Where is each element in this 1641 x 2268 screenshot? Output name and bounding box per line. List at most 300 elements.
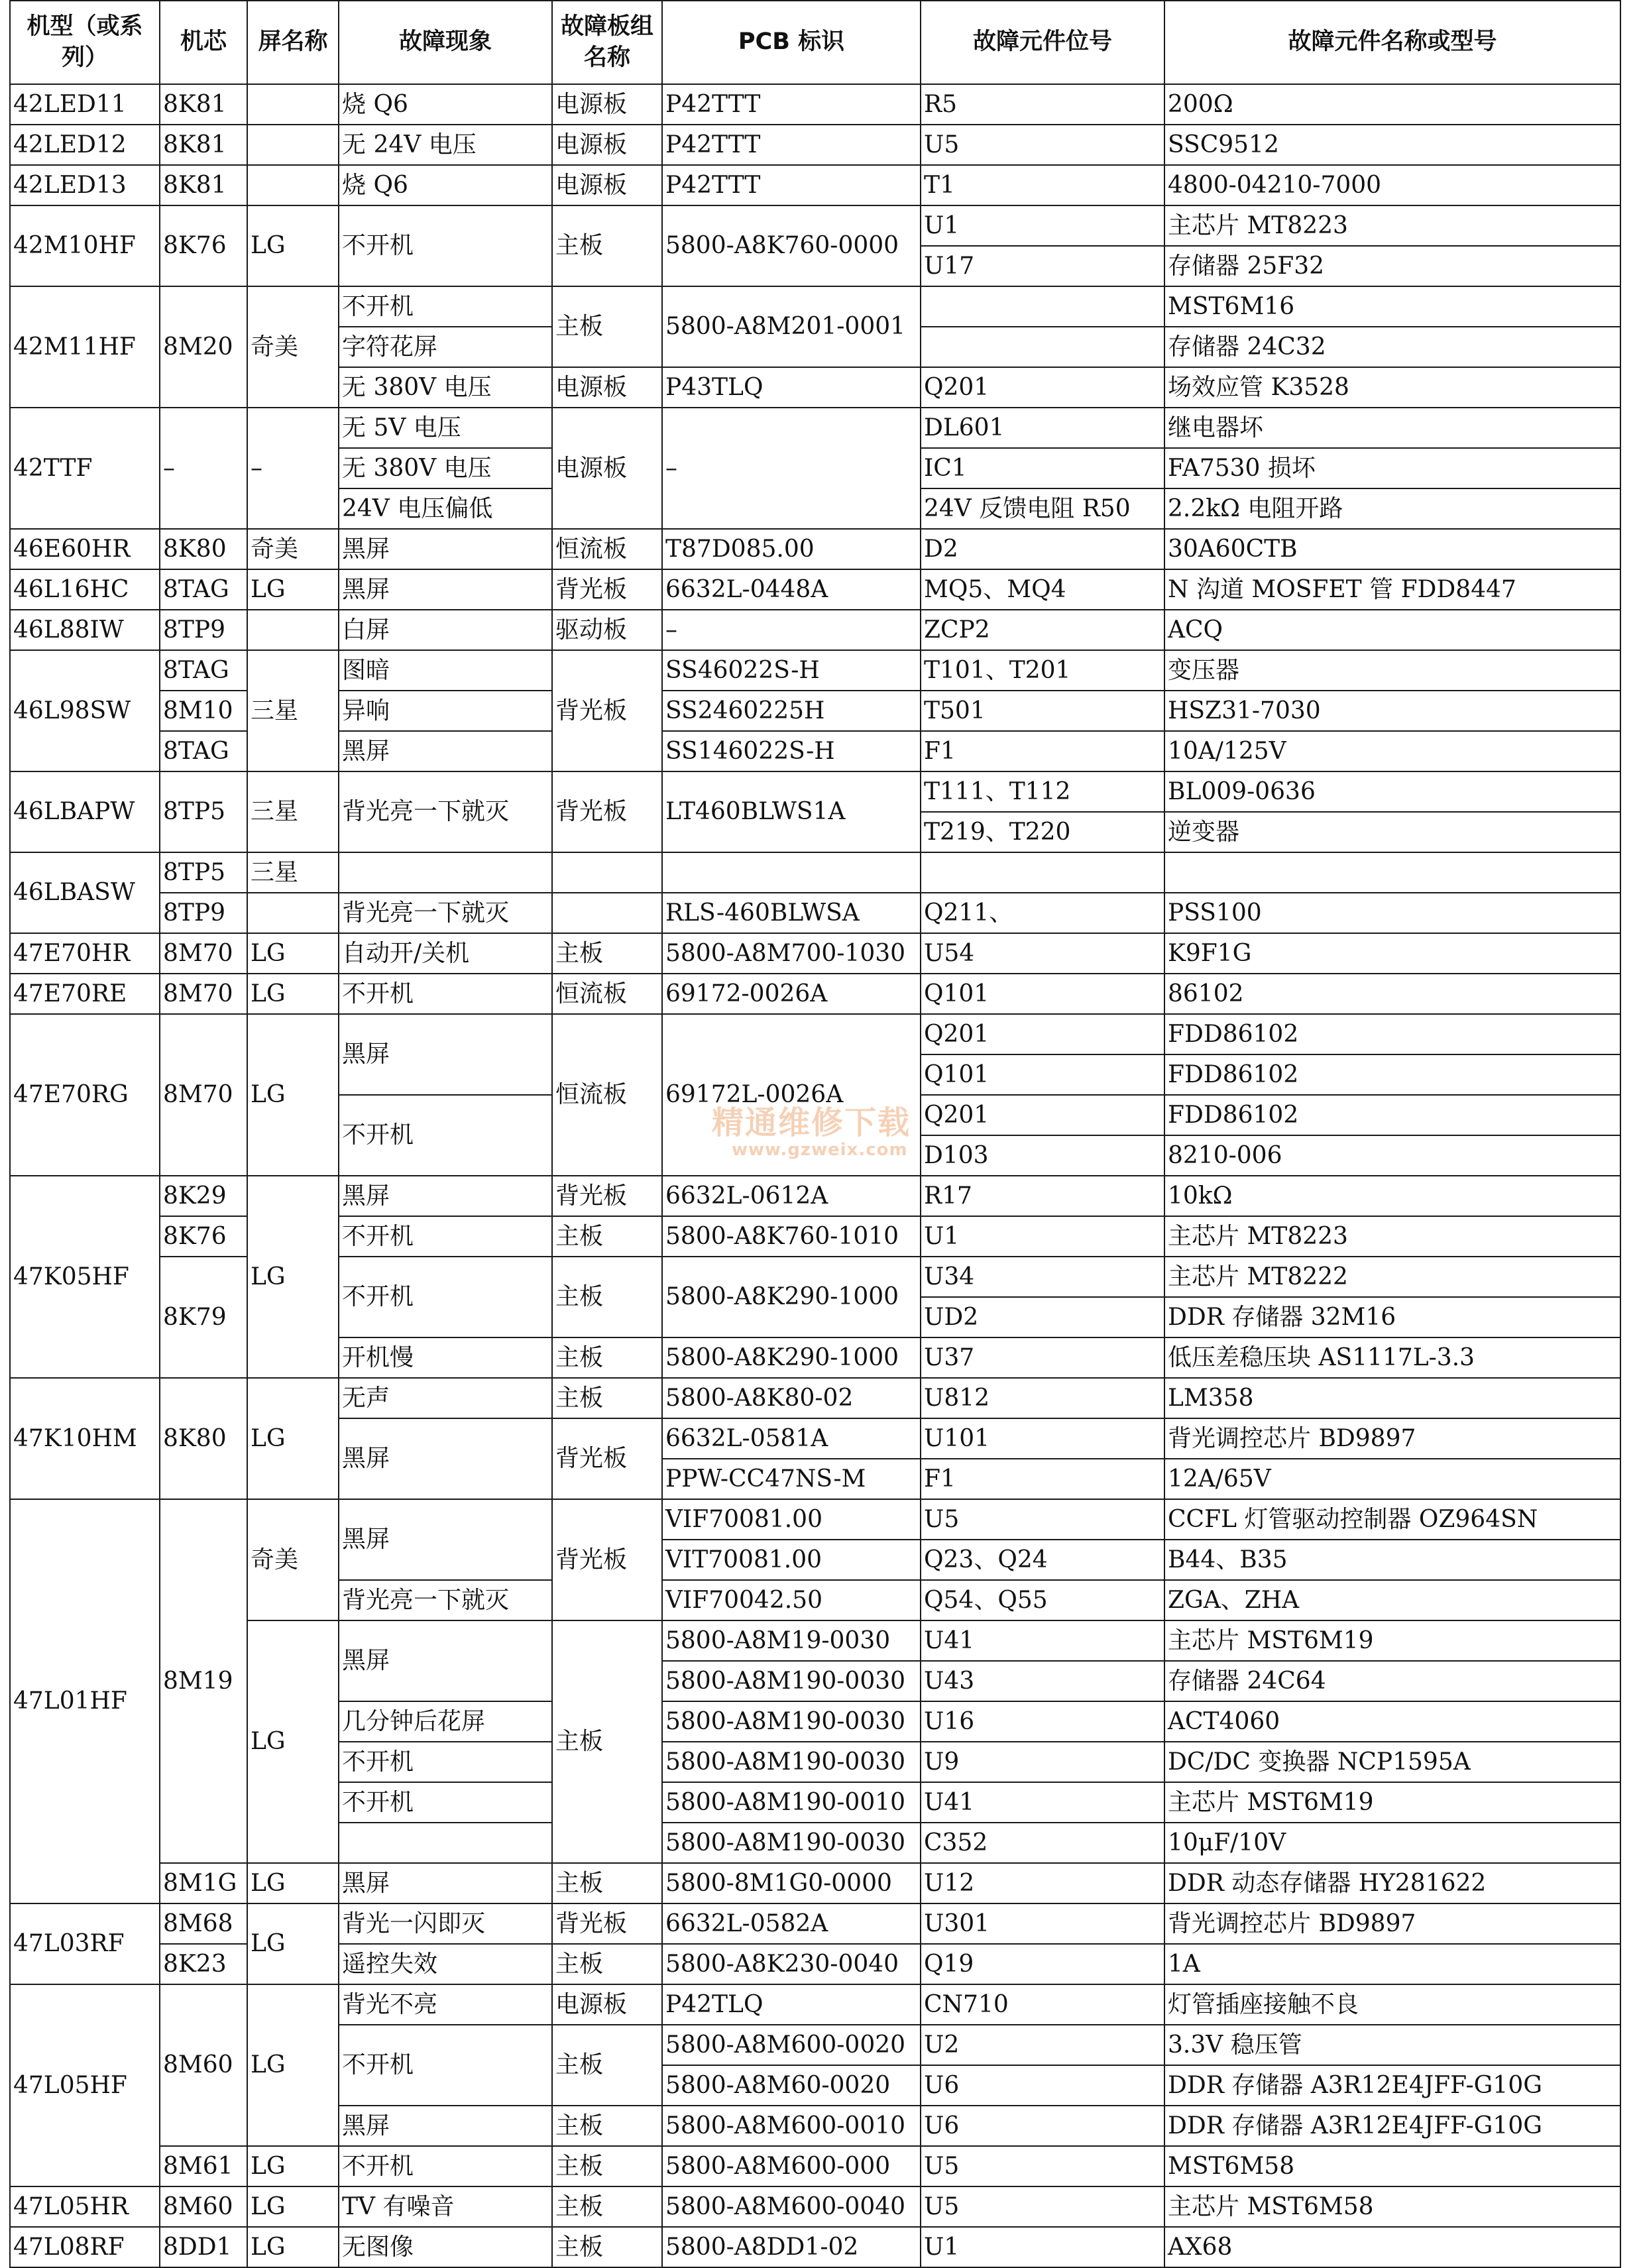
table-cell: P42TLQ xyxy=(662,1984,921,2025)
table-header xyxy=(10,1,1620,84)
table-cell: 8TAG xyxy=(160,569,247,610)
table-cell: ZCP2 xyxy=(921,610,1164,650)
table-cell: 8DD1 xyxy=(160,2227,247,2267)
table-cell: N 沟道 MOSFET 管 FDD8447 xyxy=(1164,569,1620,610)
table-cell: 5800-A8M700-1030 xyxy=(662,933,921,974)
table-row xyxy=(10,569,1620,610)
table-cell: 黑屏 xyxy=(339,2106,552,2146)
table-cell: 无 24V 电压 xyxy=(339,125,552,165)
table-cell: U5 xyxy=(921,2186,1164,2227)
table-cell: LG xyxy=(247,1903,339,1984)
table-cell: 8K76 xyxy=(160,205,247,286)
table-cell: Q201 xyxy=(921,1095,1164,1135)
table-cell: 3.3V 稳压管 xyxy=(1164,2025,1620,2065)
table-cell: T87D085.00 xyxy=(662,529,921,569)
table-cell: Q54、Q55 xyxy=(921,1580,1164,1620)
table-cell: Q101 xyxy=(921,1054,1164,1095)
table-cell: 变压器 xyxy=(1164,650,1620,691)
table-cell: FA7530 损坏 xyxy=(1164,448,1620,488)
table-cell: 奇美 xyxy=(247,286,339,408)
table-row xyxy=(10,529,1620,569)
table-cell: FDD86102 xyxy=(1164,1014,1620,1054)
table-cell: 不开机 xyxy=(339,205,552,286)
table-cell: 自动开/关机 xyxy=(339,933,552,974)
watermark-text: 精通维修下载 xyxy=(712,1104,911,1141)
header-component: 故障元件名称或型号 xyxy=(1164,1,1620,84)
table-cell: Q211、 xyxy=(921,893,1164,933)
table-cell: VIT70081.00 xyxy=(662,1540,921,1580)
table-cell: SS2460225H xyxy=(662,691,921,731)
table-cell: 5800-A8K290-1000 xyxy=(662,1257,921,1337)
table-cell: 8K81 xyxy=(160,125,247,165)
table-row xyxy=(10,165,1620,205)
table-cell: 场效应管 K3528 xyxy=(1164,367,1620,408)
table-cell: 主板 xyxy=(552,2025,662,2106)
header-pcb: PCB 标识 xyxy=(662,1,921,84)
table-cell: 10μF/10V xyxy=(1164,1823,1620,1863)
table-cell: 几分钟后花屏 xyxy=(339,1701,552,1742)
table-cell: U5 xyxy=(921,2146,1164,2186)
table-cell: U41 xyxy=(921,1782,1164,1823)
table-cell: 主板 xyxy=(552,2227,662,2267)
table-row xyxy=(10,2146,1620,2186)
table-cell: LG xyxy=(247,2146,339,2186)
table-cell: 5800-A8M600-0040 xyxy=(662,2186,921,2227)
table-cell: 主芯片 MT8222 xyxy=(1164,1257,1620,1297)
table-cell: 8M61 xyxy=(160,2146,247,2186)
table-cell: 5800-A8K760-1010 xyxy=(662,1216,921,1257)
table-cell: U101 xyxy=(921,1418,1164,1459)
table-cell: 奇美 xyxy=(247,529,339,569)
table-cell: 42LED11 xyxy=(10,84,160,125)
table-cell: 不开机 xyxy=(339,2025,552,2106)
table-cell: 主板 xyxy=(552,2186,662,2227)
table-cell: SSC9512 xyxy=(1164,125,1620,165)
table-cell: 5800-A8M190-0010 xyxy=(662,1782,921,1823)
table-cell: P42TTT xyxy=(662,165,921,205)
table-cell: 6632L-0582A xyxy=(662,1903,921,1944)
table-cell: 8K79 xyxy=(160,1257,247,1378)
table-cell: 主板 xyxy=(552,2106,662,2146)
table-cell: 10kΩ xyxy=(1164,1176,1620,1216)
table-cell: 黑屏 xyxy=(339,731,552,771)
table-cell: Q201 xyxy=(921,1014,1164,1054)
table-cell: 8K76 xyxy=(160,1216,247,1257)
table-cell: 背光板 xyxy=(552,1176,662,1216)
table-cell: 47E70RE xyxy=(10,974,160,1014)
table-cell: 8M60 xyxy=(160,2186,247,2227)
table-cell: 背光亮一下就灭 xyxy=(339,893,552,933)
table-cell: 不开机 xyxy=(339,1257,552,1337)
table-cell: 8M60 xyxy=(160,1984,247,2146)
table-cell: 黑屏 xyxy=(339,1620,552,1701)
table-cell: U34 xyxy=(921,1257,1164,1297)
table-cell: 无 380V 电压 xyxy=(339,448,552,488)
table-cell: 逆变器 xyxy=(1164,812,1620,852)
table-cell: U812 xyxy=(921,1378,1164,1418)
table-cell: T101、T201 xyxy=(921,650,1164,691)
table-cell: CN710 xyxy=(921,1984,1164,2025)
table-cell: LG xyxy=(247,1176,339,1378)
table-row xyxy=(10,408,1620,448)
table-cell: 8M20 xyxy=(160,286,247,408)
header-chassis: 机芯 xyxy=(160,1,247,84)
table-cell: 42M10HF xyxy=(10,205,160,286)
table-cell: 5800-A8M60-0020 xyxy=(662,2065,921,2106)
table-cell: 主板 xyxy=(552,2146,662,2186)
table-cell: DDR 存储器 A3R12E4JFF-G10G xyxy=(1164,2106,1620,2146)
table-cell: 47L05HF xyxy=(10,1984,160,2186)
table-cell: D2 xyxy=(921,529,1164,569)
table-cell: T1 xyxy=(921,165,1164,205)
table-cell: 8K80 xyxy=(160,1378,247,1499)
table-cell: 无 5V 电压 xyxy=(339,408,552,448)
table-cell: 主板 xyxy=(552,1944,662,1984)
table-cell: 24V 电压偏低 xyxy=(339,488,552,529)
table-cell: 8K23 xyxy=(160,1944,247,1984)
table-cell: P43TLQ xyxy=(662,367,921,408)
table-cell: VIF70042.50 xyxy=(662,1580,921,1620)
table-cell: IC1 xyxy=(921,448,1164,488)
table-cell xyxy=(339,1823,552,1863)
table-cell: 背光调控芯片 BD9897 xyxy=(1164,1418,1620,1459)
table-cell: 黑屏 xyxy=(339,529,552,569)
table-cell: – xyxy=(662,610,921,650)
table-cell: 存储器 25F32 xyxy=(1164,246,1620,286)
table-cell xyxy=(921,327,1164,367)
table-cell: 电源板 xyxy=(552,408,662,529)
table-cell: 47L01HF xyxy=(10,1499,160,1903)
table-cell: SS146022S-H xyxy=(662,731,921,771)
table-cell: 8M70 xyxy=(160,1014,247,1176)
table-cell: 5800-A8M190-0030 xyxy=(662,1823,921,1863)
table-cell: U16 xyxy=(921,1701,1164,1742)
header-symptom: 故障现象 xyxy=(339,1,552,84)
table-cell: 背光板 xyxy=(552,1418,662,1499)
table-row xyxy=(10,771,1620,812)
table-cell xyxy=(662,852,921,893)
table-cell: 烧 Q6 xyxy=(339,165,552,205)
table-row xyxy=(10,84,1620,125)
table-cell: LG xyxy=(247,1014,339,1176)
table-cell: DDR 存储器 32M16 xyxy=(1164,1297,1620,1337)
table-row xyxy=(10,893,1620,933)
table-cell: 黑屏 xyxy=(339,1418,552,1499)
table-cell: 8K81 xyxy=(160,165,247,205)
table-row xyxy=(10,286,1620,327)
table-cell: 遥控失效 xyxy=(339,1944,552,1984)
table-cell: 主芯片 MT8223 xyxy=(1164,1216,1620,1257)
table-cell: U12 xyxy=(921,1863,1164,1903)
table-cell: 三星 xyxy=(247,852,339,893)
table-cell: 背光板 xyxy=(552,650,662,771)
table-row xyxy=(10,2186,1620,2227)
table-cell: 不开机 xyxy=(339,2146,552,2186)
table-cell: 主板 xyxy=(552,1337,662,1378)
table-cell: P42TTT xyxy=(662,125,921,165)
table-cell xyxy=(247,893,339,933)
table-cell: U301 xyxy=(921,1903,1164,1944)
table-cell: U41 xyxy=(921,1620,1164,1661)
table-cell: 主芯片 MST6M58 xyxy=(1164,2186,1620,2227)
table-cell: 黑屏 xyxy=(339,569,552,610)
table-cell: ACT4060 xyxy=(1164,1701,1620,1742)
table-cell: 黑屏 xyxy=(339,1499,552,1580)
table-cell: 69172-0026A xyxy=(662,974,921,1014)
table-cell: 8K29 xyxy=(160,1176,247,1216)
table-cell: U54 xyxy=(921,933,1164,974)
table-cell: 5800-A8M190-0030 xyxy=(662,1661,921,1701)
table-row xyxy=(10,1903,1620,1944)
table-cell: LG xyxy=(247,974,339,1014)
table-cell: – xyxy=(247,408,339,529)
table-cell: 主芯片 MT8223 xyxy=(1164,205,1620,246)
table-cell: 2.2kΩ 电阻开路 xyxy=(1164,488,1620,529)
table-cell: UD2 xyxy=(921,1297,1164,1337)
table-cell: 5800-A8M190-0030 xyxy=(662,1742,921,1782)
table-cell: 46LBASW xyxy=(10,852,160,933)
table-cell: Q19 xyxy=(921,1944,1164,1984)
table-cell: 5800-A8K80-02 xyxy=(662,1378,921,1418)
table-cell xyxy=(921,852,1164,893)
table-cell: 低压差稳压块 AS1117L-3.3 xyxy=(1164,1337,1620,1378)
table-cell: F1 xyxy=(921,731,1164,771)
table-row xyxy=(10,205,1620,246)
table-cell: 8M70 xyxy=(160,933,247,974)
table-row xyxy=(10,933,1620,974)
table-cell: 背光亮一下就灭 xyxy=(339,1580,552,1620)
table-cell: BL009-0636 xyxy=(1164,771,1620,812)
table-cell: – xyxy=(160,408,247,529)
table-cell xyxy=(247,165,339,205)
table-cell: 背光一闪即灭 xyxy=(339,1903,552,1944)
table-cell: 电源板 xyxy=(552,125,662,165)
table-cell: 主板 xyxy=(552,1216,662,1257)
table-cell: T219、T220 xyxy=(921,812,1164,852)
table-cell: 三星 xyxy=(247,771,339,852)
table-cell: 电源板 xyxy=(552,84,662,125)
table-cell: 无图像 xyxy=(339,2227,552,2267)
table-cell: 烧 Q6 xyxy=(339,84,552,125)
table-cell: CCFL 灯管驱动控制器 OZ964SN xyxy=(1164,1499,1620,1540)
table-cell: 8TP9 xyxy=(160,610,247,650)
table-cell: U43 xyxy=(921,1661,1164,1701)
table-cell: 46L16HC xyxy=(10,569,160,610)
table-cell: ZGA、ZHA xyxy=(1164,1580,1620,1620)
table-cell: 42LED13 xyxy=(10,165,160,205)
table-cell: R5 xyxy=(921,84,1164,125)
table-cell xyxy=(339,852,552,893)
table-cell: 背光板 xyxy=(552,569,662,610)
table-cell: 5800-A8M201-0001 xyxy=(662,286,921,367)
table-row xyxy=(10,852,1620,893)
table-cell: 69172L-0026A xyxy=(662,1014,921,1176)
table-cell: P42TTT xyxy=(662,84,921,125)
table-cell: 存储器 24C64 xyxy=(1164,1661,1620,1701)
table-cell: 主板 xyxy=(552,286,662,367)
table-cell: 6632L-0581A xyxy=(662,1418,921,1459)
table-cell: LG xyxy=(247,2186,339,2227)
table-cell xyxy=(552,893,662,933)
table-cell: 42M11HF xyxy=(10,286,160,408)
table-cell: LG xyxy=(247,1984,339,2146)
table-cell: U1 xyxy=(921,1216,1164,1257)
table-row xyxy=(10,125,1620,165)
table-row xyxy=(10,1984,1620,2025)
table-cell: 46LBAPW xyxy=(10,771,160,852)
table-cell: 灯管插座接触不良 xyxy=(1164,1984,1620,2025)
table-cell: LG xyxy=(247,2227,339,2267)
table-cell: PPW-CC47NS-M xyxy=(662,1459,921,1499)
table-cell xyxy=(247,610,339,650)
table-cell: AX68 xyxy=(1164,2227,1620,2267)
table-cell: Q201 xyxy=(921,367,1164,408)
table-cell: 12A/65V xyxy=(1164,1459,1620,1499)
table-cell: T501 xyxy=(921,691,1164,731)
table-cell: RLS-460BLWSA xyxy=(662,893,921,933)
table-cell: 背光板 xyxy=(552,771,662,852)
table-cell: 黑屏 xyxy=(339,1863,552,1903)
table-cell: 86102 xyxy=(1164,974,1620,1014)
table-cell: 主板 xyxy=(552,1620,662,1863)
table-cell xyxy=(552,852,662,893)
watermark-url: www.gzweix.com xyxy=(732,1140,908,1160)
table-cell: PSS100 xyxy=(1164,893,1620,933)
table-cell: DDR 动态存储器 HY281622 xyxy=(1164,1863,1620,1903)
table-cell: 不开机 xyxy=(339,974,552,1014)
table-cell: LG xyxy=(247,1863,339,1903)
table-cell: F1 xyxy=(921,1459,1164,1499)
table-cell: K9F1G xyxy=(1164,933,1620,974)
table-cell: 背光不亮 xyxy=(339,1984,552,2025)
table-row xyxy=(10,1620,1620,1661)
table-cell: 无声 xyxy=(339,1378,552,1418)
table-cell: 8K81 xyxy=(160,84,247,125)
table-cell: 8M70 xyxy=(160,974,247,1014)
table-cell: 47E70RG xyxy=(10,1014,160,1176)
table-cell: 背光板 xyxy=(552,1499,662,1620)
table-cell: 三星 xyxy=(247,650,339,771)
table-cell: DL601 xyxy=(921,408,1164,448)
table-cell: 背光亮一下就灭 xyxy=(339,771,552,852)
table-cell xyxy=(921,286,1164,327)
header-board: 故障板组名称 xyxy=(552,1,662,84)
table-cell: LG xyxy=(247,933,339,974)
table-cell: 电源板 xyxy=(552,165,662,205)
table-cell: 主板 xyxy=(552,933,662,974)
table-row xyxy=(10,974,1620,1014)
table-cell: 47K10HM xyxy=(10,1378,160,1499)
table-cell: 5800-A8M600-0010 xyxy=(662,2106,921,2146)
table-cell: 42TTF xyxy=(10,408,160,529)
table-row xyxy=(10,2227,1620,2267)
table-cell: MST6M58 xyxy=(1164,2146,1620,2186)
table-cell: 异响 xyxy=(339,691,552,731)
table-cell: U6 xyxy=(921,2106,1164,2146)
table-cell: U5 xyxy=(921,1499,1164,1540)
table-cell: U2 xyxy=(921,2025,1164,2065)
table-cell: 1A xyxy=(1164,1944,1620,1984)
table-cell: 5800-8M1G0-0000 xyxy=(662,1863,921,1903)
table-cell: 47L03RF xyxy=(10,1903,160,1984)
table-cell: U6 xyxy=(921,2065,1164,2106)
table-cell: 8M10 xyxy=(160,691,247,731)
header-panel: 屏名称 xyxy=(247,1,339,84)
table-cell: U37 xyxy=(921,1337,1164,1378)
table-cell: FDD86102 xyxy=(1164,1054,1620,1095)
table-cell: 5800-A8K230-0040 xyxy=(662,1944,921,1984)
table-cell: 5800-A8K760-0000 xyxy=(662,205,921,286)
table-cell: C352 xyxy=(921,1823,1164,1863)
table-cell: 5800-A8M190-0030 xyxy=(662,1701,921,1742)
table-cell: 继电器坏 xyxy=(1164,408,1620,448)
table-cell: 驱动板 xyxy=(552,610,662,650)
table-cell: 主板 xyxy=(552,205,662,286)
table-cell: 5800-A8K290-1000 xyxy=(662,1337,921,1378)
table-cell: 不开机 xyxy=(339,1216,552,1257)
table-cell: U17 xyxy=(921,246,1164,286)
table-cell: 4800-04210-7000 xyxy=(1164,165,1620,205)
header-model: 机型（或系列） xyxy=(10,1,160,84)
table-cell: 5800-A8M600-000 xyxy=(662,2146,921,2186)
table-cell: U1 xyxy=(921,2227,1164,2267)
table-row xyxy=(10,1499,1620,1540)
table-cell: 不开机 xyxy=(339,1782,552,1823)
table-cell: DDR 存储器 A3R12E4JFF-G10G xyxy=(1164,2065,1620,2106)
table-cell: T111、T112 xyxy=(921,771,1164,812)
table-cell: 5800-A8M600-0020 xyxy=(662,2025,921,2065)
table-cell: 背光板 xyxy=(552,1903,662,1944)
table-cell: FDD86102 xyxy=(1164,1095,1620,1135)
table-cell: 无 380V 电压 xyxy=(339,367,552,408)
header-position: 故障元件位号 xyxy=(921,1,1164,84)
table-row xyxy=(10,1863,1620,1903)
table-cell: LG xyxy=(247,1378,339,1499)
table-cell: 8TP5 xyxy=(160,852,247,893)
table-cell: TV 有噪音 xyxy=(339,2186,552,2227)
table-cell: 存储器 24C32 xyxy=(1164,327,1620,367)
fault-table xyxy=(9,0,1621,2268)
table-cell: 恒流板 xyxy=(552,529,662,569)
table-cell: 8TAG xyxy=(160,650,247,691)
table-cell: 47L08RF xyxy=(10,2227,160,2267)
table-cell xyxy=(1164,852,1620,893)
table-cell: 46E60HR xyxy=(10,529,160,569)
table-cell: 字符花屏 xyxy=(339,327,552,367)
table-cell: VIF70081.00 xyxy=(662,1499,921,1540)
table-cell: 46L88IW xyxy=(10,610,160,650)
table-cell: D103 xyxy=(921,1135,1164,1176)
table-cell: MQ5、MQ4 xyxy=(921,569,1164,610)
table-cell: LG xyxy=(247,205,339,286)
table-cell: U1 xyxy=(921,205,1164,246)
table-cell: 30A60CTB xyxy=(1164,529,1620,569)
table-cell: 电源板 xyxy=(552,367,662,408)
table-cell: 白屏 xyxy=(339,610,552,650)
table-cell: 8M1G xyxy=(160,1863,247,1903)
table-cell: 47K05HF xyxy=(10,1176,160,1378)
table-cell: 8TAG xyxy=(160,731,247,771)
table-cell: 奇美 xyxy=(247,1499,339,1620)
table-cell: 47E70HR xyxy=(10,933,160,974)
table-row xyxy=(10,1014,1620,1054)
table-cell: R17 xyxy=(921,1176,1164,1216)
table-cell: 5800-A8M19-0030 xyxy=(662,1620,921,1661)
table-cell: 主芯片 MST6M19 xyxy=(1164,1620,1620,1661)
table-cell xyxy=(247,84,339,125)
table-cell: 主芯片 MST6M19 xyxy=(1164,1782,1620,1823)
table-cell: ACQ xyxy=(1164,610,1620,650)
